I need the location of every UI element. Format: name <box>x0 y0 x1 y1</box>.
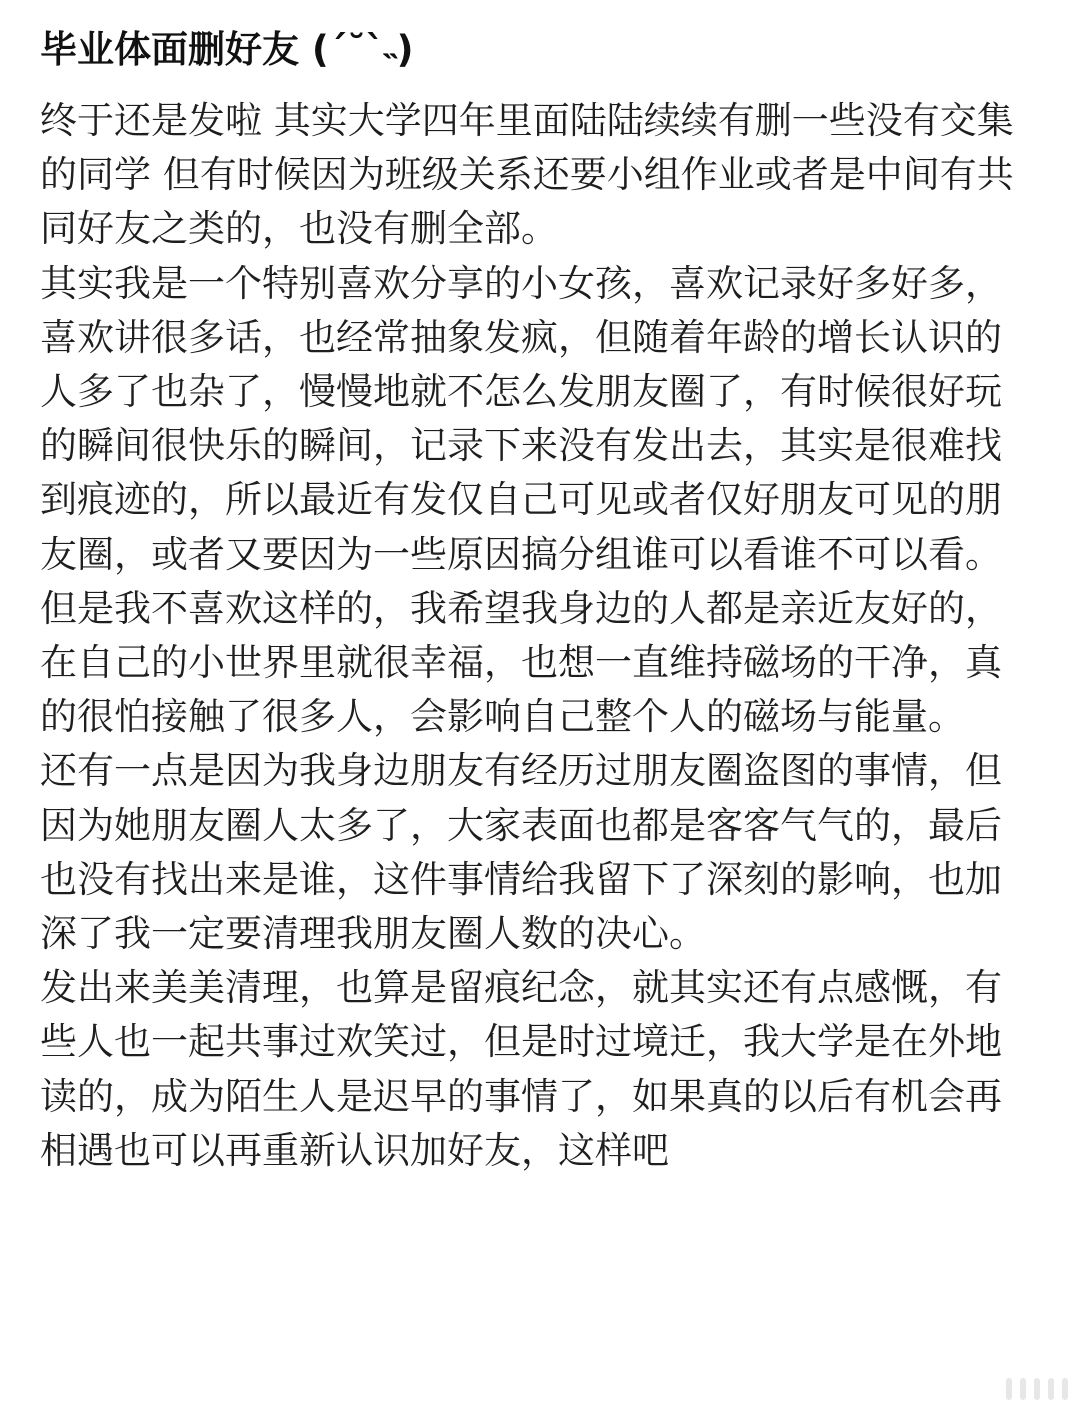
post-body <box>40 94 1030 1178</box>
post-title: 毕业体面删好友 (ˊ˘ˋ˵) <box>40 28 414 71</box>
post-paragraph-3: 还有一点是因为我身边朋友有经历过朋友圈盗图的事情，但因为她朋友圈人太多了，大家表面也都是客客气气的，最后也没有找出来是谁，这件事情给我留下了深刻的影响，也加深了我一定要清理我朋友圈人数的决心。 <box>40 749 1002 956</box>
watermark-bar <box>1062 1378 1068 1400</box>
watermark-bar <box>1048 1378 1054 1400</box>
post-paragraph-2: 其实我是一个特别喜欢分享的小女孩，喜欢记录好多好多，喜欢讲很多话，也经常抽象发疯，但随着年龄的增长认识的人多了也杂了，慢慢地就不怎么发朋友圈了，有时候很好玩的瞬间很快乐的瞬间，记录下来没有发出去，其实是很难找到痕迹的，所以最近有发仅自己可见或者仅好朋友可见的朋友圈，或者又要因为一些原因搞分组谁可以看谁不可以看。但是我不喜欢这样的，我希望我身边的人都是亲近友好的，在自己的小世界里就很幸福，也想一直维持磁场的干净，真的很怕接触了很多人，会影响自己整个人的磁场与能量。 <box>40 261 1002 739</box>
watermark-bar <box>1020 1378 1026 1400</box>
post-paragraph-1: 终于还是发啦 其实大学四年里面陆陆续续有删一些没有交集的同学 但有时候因为班级关系还要小组作业或者是中间有共同好友之类的，也没有删全部。 <box>40 99 1014 251</box>
watermark-bar <box>1034 1378 1040 1400</box>
watermark <box>1006 1378 1068 1400</box>
post <box>40 22 1030 1178</box>
watermark-bar <box>1006 1378 1012 1400</box>
post-paragraph-4: 发出来美美清理，也算是留痕纪念，就其实还有点感慨，有些人也一起共事过欢笑过，但是时过境迁，我大学是在外地读的，成为陌生人是迟早的事情了，如果真的以后有机会再相遇也可以再重新认识加好友，这样吧 <box>40 966 1002 1172</box>
